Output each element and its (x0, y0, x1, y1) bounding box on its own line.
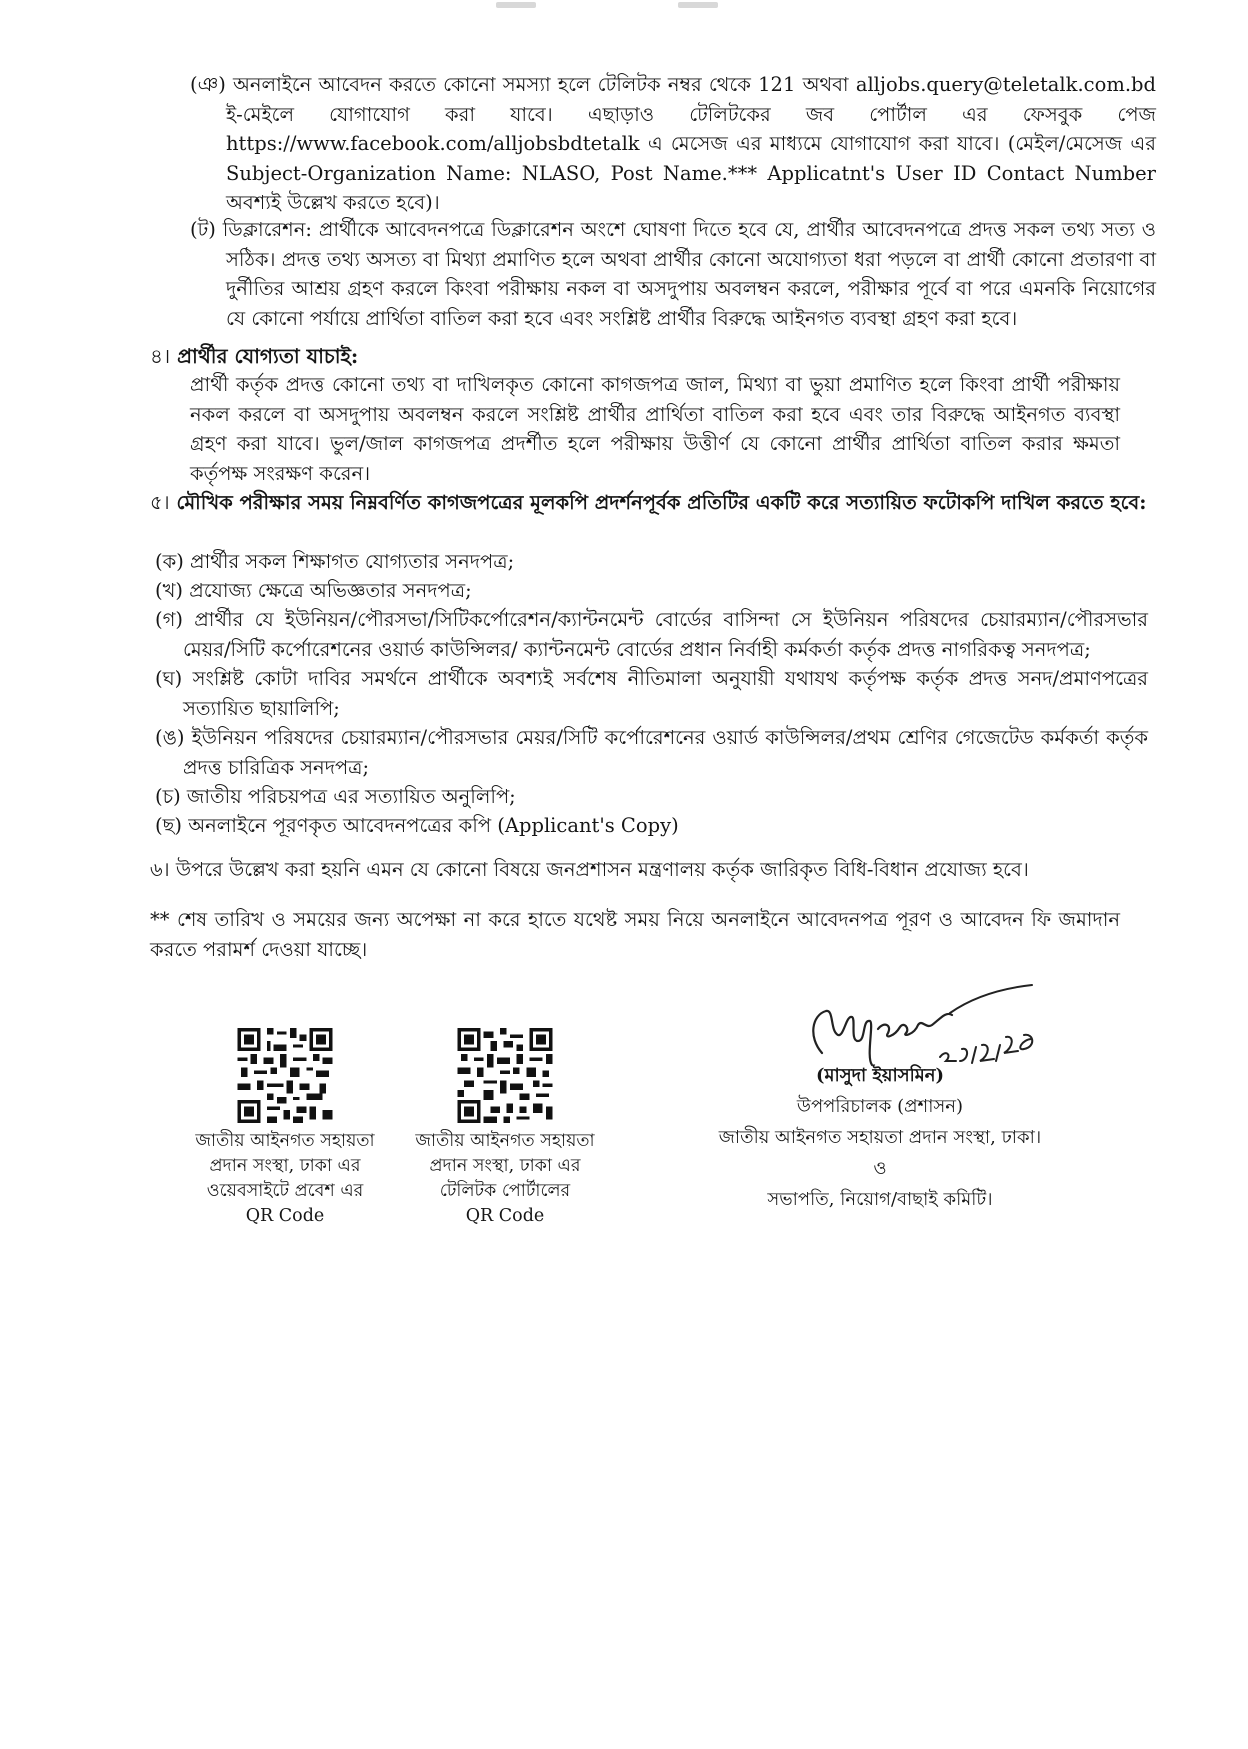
section-4-body: প্রার্থী কর্তৃক প্রদত্ত কোনো তথ্য বা দাখিলকৃত কোনো কাগজপত্র জাল, মিথ্যা বা ভুয়া প্রমাণিত হলে কিংবা প্রার্থী পরীক্ষায় নকল করলে বা অসদুপায় অবলম্বন করলে সংশ্লিষ্ট প্রার্থীর প্রার্থিতা বাতিল করা হবে এবং তার বিরুদ্ধে আইনগত ব্যবস্থা গ্রহণ করা যাবে। ভুল/জাল কাগজপত্র প্রদর্শীত হলে পরীক্ষায় উত্তীর্ণ যে কোনো প্রার্থীর প্রার্থিতা বাতিল করার ক্ষমতা কর্তৃপক্ষ সংরক্ষণ করেন। (190, 373, 1120, 485)
list-item: (খ) প্রযোজ্য ক্ষেত্রে অভিজ্ঞতার সনদপত্র; (155, 579, 472, 602)
item-jha-online-help: (ঞ) অনলাইনে আবেদন করতে কোনো সমস্যা হলে টেলিটক নম্বর থেকে 121 অথবা alljobs.query@teletalk.com.bd ই-মেইলে যোগাযোগ করা যাবে। এছাড়াও টেলিটকের জব পোর্টাল এর ফেসবুক পেজ https://www.facebook.com/alljobsbdtetalk এ মেসেজ এর মাধ্যমে যোগাযোগ করা যাবে। (মেইল/মেসেজ এর Subject-Organization Name: NLASO, Post Name.*** Applicatnt's User ID Contact Number অবশ্যই উল্লেখ করতে হবে)। (190, 73, 1156, 214)
qr-caption-line: QR Code (245, 1206, 325, 1226)
qr-code-teletalk (455, 1028, 555, 1123)
qr-block-website (185, 1028, 385, 1229)
scan-artifact (496, 2, 536, 8)
section-6: ৬। উপরে উল্লেখ করা হয়নি এমন যে কোনো বিষয়ে জনপ্রশাসন মন্ত্রণালয় কর্তৃক জারিকৃত বিধি-বিধান প্রযোজ্য হবে। (150, 858, 1029, 881)
qr-caption-line: ওয়েবসাইটে প্রবেশ এর (206, 1181, 364, 1201)
signatory-name: (মাসুদা ইয়াসমিন) (815, 1065, 945, 1086)
list-item: (ক) প্রার্থীর সকল শিক্ষাগত যোগ্যতার সনদপত্র; (155, 550, 515, 573)
signatory-conjunction: ও (873, 1158, 887, 1179)
signatory-designation: উপপরিচালক (প্রশাসন) (796, 1096, 964, 1117)
qr-caption-line: প্রদান সংস্থা, ঢাকা এর (209, 1156, 361, 1176)
deadline-note: ** শেষ তারিখ ও সময়ের জন্য অপেক্ষা না করে হাতে যথেষ্ট সময় নিয়ে অনলাইনে আবেদনপত্র পূরণ ও আবেদন ফি জমাদান করতে পরামর্শ দেওয়া যাচ্ছে। (150, 908, 1120, 961)
qr-caption-line: জাতীয় আইনগত সহায়তা (415, 1131, 595, 1151)
scan-artifact (678, 2, 718, 8)
list-item: (ঘ) সংশ্লিষ্ট কোটা দাবির সমর্থনে প্রার্থীকে অবশ্যই সর্বশেষ নীতিমালা অনুযায়ী যথাযথ কর্তৃপক্ষ কর্তৃক প্রদত্ত সনদ/প্রমাণপত্রের সত্যায়িত ছায়ালিপি; (155, 667, 1148, 720)
qr-caption-line: প্রদান সংস্থা, ঢাকা এর (429, 1156, 581, 1176)
qr-caption-line: QR Code (465, 1206, 545, 1226)
section-5-heading (150, 488, 1148, 518)
list-item: (চ) জাতীয় পরিচয়পত্র এর সত্যায়িত অনুলিপি; (155, 785, 516, 808)
qr-caption-line: জাতীয় আইনগত সহায়তা (195, 1131, 375, 1151)
list-item: (ছ) অনলাইনে পূরণকৃত আবেদনপত্রের কপি (Applicant's Copy) (155, 814, 679, 837)
list-item: (গ) প্রার্থীর যে ইউনিয়ন/পৌরসভা/সিটিকর্পোরেশন/ক্যান্টনমেন্ট বোর্ডের বাসিন্দা সে ইউনিয়ন পরিষদের চেয়ারম্যান/পৌরসভার মেয়র/সিটি কর্পোরেশনের ওয়ার্ড কাউন্সিলর/ ক্যান্টনমেন্ট বোর্ডের প্রধান নির্বাহী কর্মকর্তা কর্তৃক প্রদত্ত নাগরিকত্ব সনদপত্র; (155, 608, 1148, 661)
signatory-role: সভাপতি, নিয়োগ/বাছাই কমিটি। (767, 1189, 993, 1210)
list-item: (ঙ) ইউনিয়ন পরিষদের চেয়ারম্যান/পৌরসভার মেয়র/সিটি কর্পোরেশনের ওয়ার্ড কাউন্সিলর/প্রথম শ্রেণির গেজেটেড কর্মকর্তা কর্তৃক প্রদত্ত চারিত্রিক সনদপত্র; (155, 726, 1148, 779)
qr-code-website (235, 1028, 335, 1123)
section-5-title: মৌখিক পরীক্ষার সময় নিম্নবর্ণিত কাগজপত্রের মূলকপি প্রদর্শনপূর্বক প্রতিটির একটি করে সত্যায়িত ফটোকপি দাখিল করতে হবে: (176, 491, 1147, 514)
signatory-organization: জাতীয় আইনগত সহায়তা প্রদান সংস্থা, ঢাকা। (718, 1127, 1042, 1148)
qr-caption-line: টেলিটক পোর্টালের (439, 1181, 571, 1201)
section-4-number: ৪। (150, 344, 171, 368)
item-ta-declaration: (ট) ডিক্লারেশন: প্রার্থীকে আবেদনপত্রে ডিক্লারেশন অংশে ঘোষণা দিতে হবে যে, প্রার্থীর আবেদনপত্রে প্রদত্ত সকল তথ্য সত্য ও সঠিক। প্রদত্ত তথ্য অসত্য বা মিথ্যা প্রমাণিত হলে অথবা প্রার্থীর কোনো অযোগ্যতা ধরা পড়লে বা প্রার্থী কোনো প্রতারণা বা দুর্নীতির আশ্রয় গ্রহণ করলে কিংবা পরীক্ষায় নকল বা অসদুপায় অবলম্বন করলে, পরীক্ষার পূর্বে বা পরে এমনকি নিয়োগের যে কোনো পর্যায়ে প্রার্থিতা বাতিল করা হবে এবং সংশ্লিষ্ট প্রার্থীর বিরুদ্ধে আইনগত ব্যবস্থা গ্রহণ করা হবে। (190, 218, 1156, 330)
qr-block-teletalk (405, 1028, 605, 1229)
section-5-number: ৫। (150, 491, 170, 514)
signature-block (680, 1060, 1080, 1215)
section-4-title: প্রার্থীর যোগ্যতা যাচাই: (177, 344, 359, 368)
